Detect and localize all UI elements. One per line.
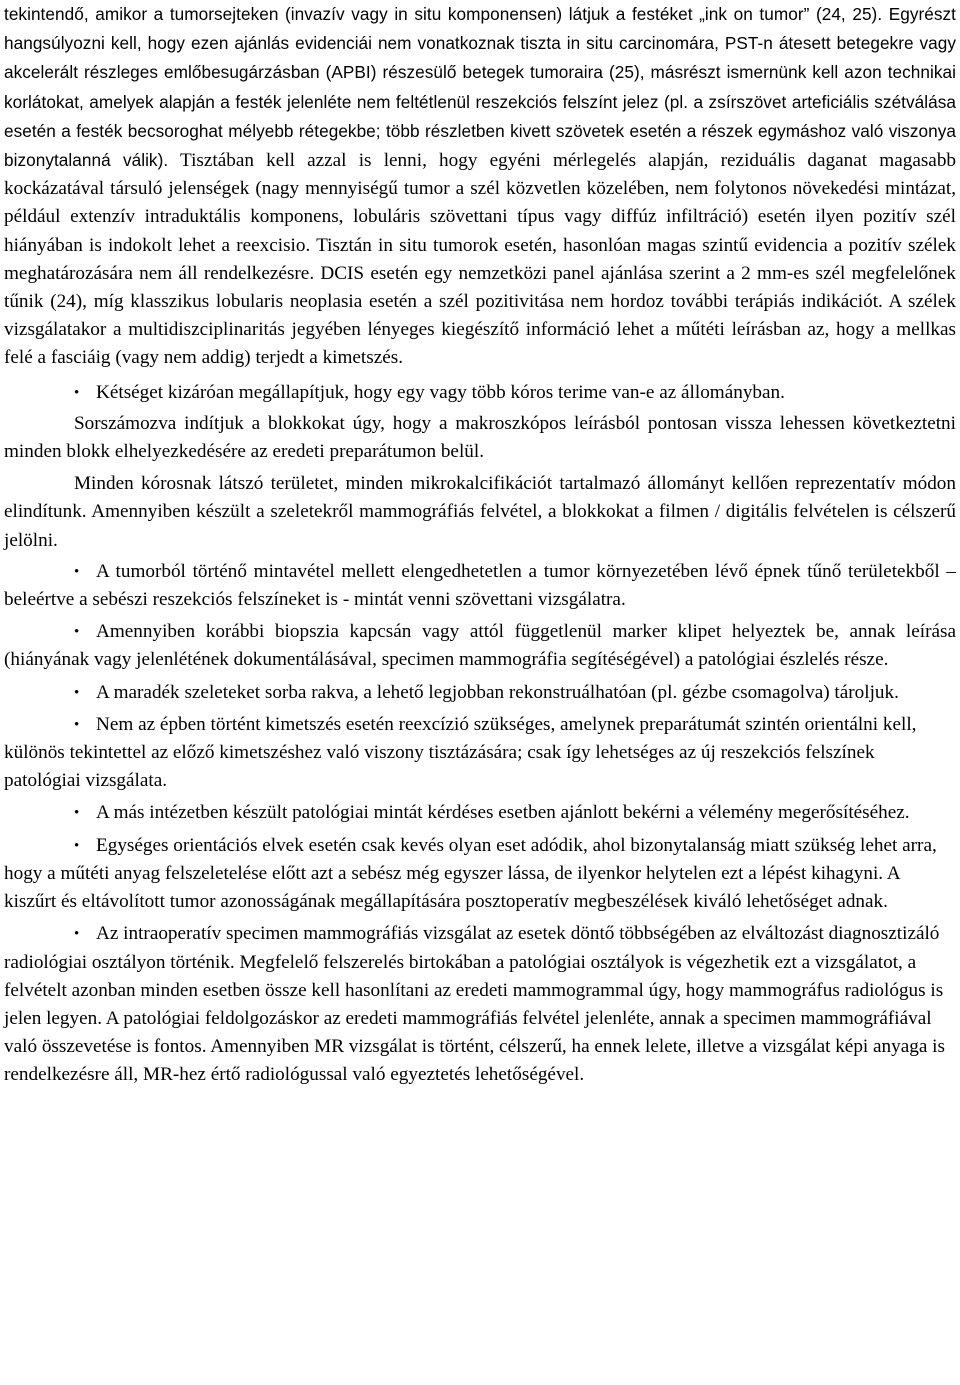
bullet-text: A maradék szeleteket sorba rakva, a lehető legjobban rekonstruálhatóan (pl. gézbe csomagolva) tároljuk. bbox=[96, 681, 899, 703]
bullet-icon: • bbox=[74, 563, 80, 580]
bullet-item bbox=[4, 711, 956, 796]
bullet-item bbox=[4, 799, 956, 827]
bullet-item bbox=[4, 379, 956, 407]
bullet-icon: • bbox=[74, 624, 80, 641]
body-paragraph bbox=[4, 470, 956, 555]
bullet-text: Egységes orientációs elvek esetén csak kevés olyan eset adódik, ahol bizonytalanság miatt szükség lehet arra, hogy a műtéti anyag felszeletelése előtt azt a sebész még egyszer lássa, de ilyenkor helytelen ezt a lépést kihagyni. A kiszűrt és eltávolított tumor azonosságának megállapítására posztoperatív megbeszélések kiváló lehetőséget adnak. bbox=[4, 834, 937, 913]
bullet-text: Amennyiben korábbi biopszia kapcsán vagy attól függetlenül marker klipet helyeztek be, annak leírása (hiányának vagy jelenlétének dokumentálásával, specimen mammográfia segítéségével) a patológiai észlelés része. bbox=[4, 621, 956, 671]
body-paragraph bbox=[4, 410, 956, 466]
bullet-item bbox=[4, 558, 956, 614]
paragraph-text: Sorszámozva indítjuk a blokkokat úgy, hogy a makroszkópos leírásból pontosan vissza lehessen következtetni minden blokk elhelyezkedésére az eredeti preparátumon belül. bbox=[4, 412, 956, 463]
bullet-icon: • bbox=[74, 716, 80, 733]
bullet-item bbox=[4, 920, 956, 1089]
bullet-text: A más intézetben készült patológiai mintát kérdéses esetben ajánlott bekérni a vélemény megerősítéséhez. bbox=[96, 802, 910, 824]
bullet-text: Kétséget kizáróan megállapítjuk, hogy egy vagy több kóros terime van-e az állományban. bbox=[96, 381, 785, 403]
bullet-icon: • bbox=[74, 805, 80, 822]
bullet-item bbox=[4, 618, 956, 674]
bullet-icon: • bbox=[74, 837, 80, 854]
intro-paragraph bbox=[4, 0, 956, 373]
intro-serif-text: Tisztában kell azzal is lenni, hogy egyéni mérlegelés alapján, reziduális daganat magasabb kockázatával társuló jelenségek (nagy mennyiségű tumor a szél közvetlen közelében, nem folytonos növekedési mintázat, például extenzív intraduktális komponens, lobuláris szövettani típus vagy diffúz infiltráció) esetén ilyen pozitív szél hiányában is indokolt lehet a reexcisio. Tisztán in situ tumorok esetén, hasonlóan magas szintű evidencia a pozitív szélek meghatározására nem áll rendelkezésre. DCIS esetén egy nemzetközi panel ajánlása szerint a 2 mm-es szél megfelelőnek tűnik (24), míg klasszikus lobularis neoplasia esetén a szél pozitivitása nem hordoz további terápiás indikációt. A szélek vizsgálatakor a multidiszciplinaritás jegyében lényeges kiegészítő információ lehet a műtéti leírásban az, hogy a mellkas felé a fasciáig (vagy nem addig) terjedt a kimetszés. bbox=[4, 150, 957, 369]
bullet-item bbox=[4, 679, 956, 707]
bullet-icon: • bbox=[74, 684, 80, 701]
bullet-item bbox=[4, 832, 956, 917]
paragraph-text: Minden kórosnak látszó területet, minden mikrokalcifikációt tartalmazó állományt kellően reprezentatív módon elindítunk. Amennyiben készült a szeletekről mammográfiás felvétel, a blokkokat a filmen / digitális felvételen is célszerű jelölni. bbox=[4, 473, 956, 551]
bullet-icon: • bbox=[74, 926, 80, 943]
bullet-text: A tumorból történő mintavétel mellett elengedhetetlen a tumor környezetében lévő épnek tűnő területekből – beleértve a sebészi reszekciós felszíneket is - mintát venni szövettani vizsgálatra. bbox=[4, 560, 956, 611]
bullet-text: Nem az épben történt kimetszés esetén reexcízió szükséges, amelynek preparátumát szintén orientálni kell, különös tekintettel az előző kimetszéshez való viszony tisztázására; csak így lehetséges az új reszekciós felszínek patológiai vizsgálata. bbox=[4, 713, 917, 792]
bullet-icon: • bbox=[74, 384, 80, 401]
intro-sans-text: tekintendő, amikor a tumorsejteken (invazív vagy in situ komponensen) látjuk a festéket „ink on tumor” (24, 25). Egyrészt hangsúlyozni kell, hogy ezen ajánlás evidenciái nem vonatkoznak tiszta in situ carcinomára, PST-n átesett betegekre vagy akcelerált részleges emlőbesugárzásban (APBI) részesülő betegek tumoraira (25), másrészt ismernünk kell azon technikai korlátokat, amelyek alapján a festék jelenléte nem feltétlenül reszekciós felszínt jelez (pl. a zsírszövet arteficiális szétválása esetén a festék becsoroghat mélyebb rétegekbe; több részletben kivett szövetek esetén a részek egymáshoz való viszonya bizonytalanná válik). bbox=[4, 4, 956, 171]
bullet-text: Az intraoperatív specimen mammográfiás vizsgálat az esetek döntő többségében az elváltozást diagnosztizáló radiológiai osztályon történik. Megfelelő felszerelés birtokában a patológiai osztályok is végezhetik ezt a vizsgálatot, a felvételt azonban minden esetben össze kell hasonlítani az eredeti mammogrammal úgy, hogy mammográfus radiológus is jelen legyen. A patológiai feldolgozáskor az eredeti mammográfiás felvétel jelenléte, annak a specimen mammográfiával való összevetése is fontos. Amennyiben MR vizsgálat is történt, célszerű, ha ennek lelete, illetve a vizsgálat képi anyaga is rendelkezésre áll, MR-hez értő radiológussal való egyeztetés lehetőségével. bbox=[4, 923, 945, 1086]
